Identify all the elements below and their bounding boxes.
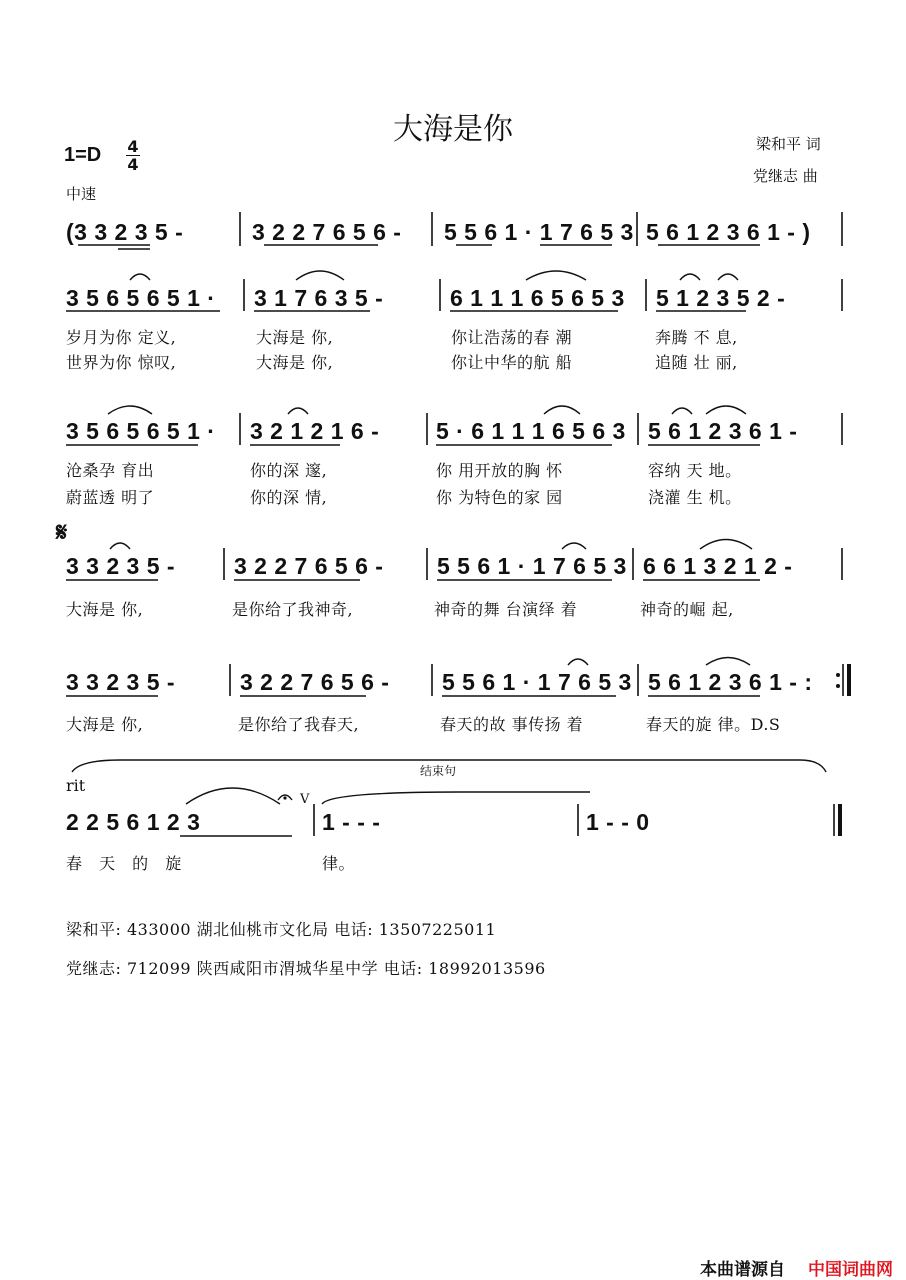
row3-lyric2-m1: 蔚蓝透 明了 bbox=[66, 488, 155, 507]
row3-measure1: 3 5 6 5 6 5 1 · bbox=[66, 418, 216, 444]
row3-measure2: 3 2 1 2 1 6 - bbox=[250, 418, 380, 444]
key-signature: 1=D bbox=[64, 144, 102, 166]
row5-measure4: 5 6 1 2 3 6 1 - : bbox=[648, 669, 813, 695]
breath-mark: V bbox=[300, 792, 310, 807]
row5-measure3: 5 5 6 1 · 1 7 6 5 3 bbox=[442, 669, 632, 695]
composer-credit: 党继志 曲 bbox=[753, 167, 818, 185]
fermata-dot bbox=[283, 796, 286, 799]
row6-lyric-m1: 春 天 的 旋 bbox=[66, 854, 188, 873]
row2-measure4: 5 1 2 3 5 2 - bbox=[656, 285, 786, 311]
row3-lyric2-m2: 你的深 情, bbox=[250, 488, 328, 507]
row4-lyric-m2: 是你给了我神奇, bbox=[232, 600, 354, 619]
slur bbox=[706, 658, 750, 666]
slur bbox=[562, 543, 586, 549]
closing-bracket bbox=[72, 760, 826, 772]
slur bbox=[544, 406, 580, 414]
row3-measure3: 5 · 6 1 1 1 6 5 6 3 bbox=[436, 418, 626, 444]
row5-lyric-m1: 大海是 你, bbox=[66, 715, 144, 734]
row4-measure3: 5 5 6 1 · 1 7 6 5 3 bbox=[437, 553, 627, 579]
row2-lyric1-m3: 你让浩荡的春 潮 bbox=[451, 328, 573, 347]
row4-measure2: 3 2 2 7 6 5 6 - bbox=[234, 553, 384, 579]
row4-measure4: 6 6 1 3 2 1 2 - bbox=[643, 553, 793, 579]
repeat-dot bbox=[836, 673, 840, 677]
source-label: 本曲谱源自 bbox=[700, 1260, 785, 1280]
closing-phrase-label: 结束句 bbox=[420, 764, 457, 778]
song-title: 大海是你 bbox=[393, 112, 513, 147]
row2-lyric1-m4: 奔腾 不 息, bbox=[655, 328, 738, 347]
slur bbox=[108, 406, 152, 414]
row4-lyric-m3: 神奇的舞 台演绎 着 bbox=[434, 600, 578, 619]
row2-measure3: 6 1 1 1 6 5 6 5 3 bbox=[450, 285, 625, 311]
tie bbox=[322, 792, 590, 804]
slur bbox=[680, 274, 700, 280]
row4-measure1: 3 3 2 3 5 - bbox=[66, 553, 176, 579]
row3-lyric2-m3: 你 为特色的家 园 bbox=[436, 488, 563, 507]
slur bbox=[706, 406, 746, 414]
row1-measure2: 3 2 2 7 6 5 6 - bbox=[252, 219, 402, 245]
row6-lyric-m2: 律。 bbox=[322, 854, 356, 873]
row5-measure2: 3 2 2 7 6 5 6 - bbox=[240, 669, 390, 695]
row2-lyric2-m2: 大海是 你, bbox=[256, 353, 334, 372]
row6-measure1: 2 2 5 6 1 2 3 bbox=[66, 809, 201, 835]
row3-measure4: 5 6 1 2 3 6 1 - bbox=[648, 418, 798, 444]
slur bbox=[700, 540, 752, 550]
row2-lyric1-m1: 岁月为你 定义, bbox=[66, 328, 177, 347]
ritardando-marking: rit bbox=[66, 776, 86, 795]
slur bbox=[186, 788, 280, 804]
row2-measure1: 3 5 6 5 6 5 1 · bbox=[66, 285, 216, 311]
row1-measure1: (3 3 2 3 5 - bbox=[66, 219, 184, 245]
row2-lyric1-m2: 大海是 你, bbox=[256, 328, 334, 347]
time-signature-bottom: 4 bbox=[127, 155, 139, 174]
row3-lyric1-m4: 容纳 天 地。 bbox=[648, 461, 742, 480]
row2-measure2: 3 1 7 6 3 5 - bbox=[254, 285, 384, 311]
row2-lyric2-m1: 世界为你 惊叹, bbox=[66, 353, 177, 372]
slur bbox=[288, 408, 308, 414]
row3-lyric1-m1: 沧桑孕 育出 bbox=[66, 461, 155, 480]
row1-measure4: 5 6 1 2 3 6 1 - ) bbox=[646, 219, 811, 245]
lyricist-credit: 梁和平 词 bbox=[756, 135, 821, 153]
row6-measure2: 1 - - - bbox=[322, 809, 381, 835]
tempo-marking: 中速 bbox=[66, 185, 97, 203]
source-site-link[interactable]: 中国词曲网 bbox=[808, 1260, 893, 1280]
slur bbox=[130, 274, 150, 280]
repeat-dot bbox=[836, 684, 840, 688]
row5-lyric-m3: 春天的故 事传扬 着 bbox=[440, 715, 584, 734]
row3-lyric1-m3: 你 用开放的胸 怀 bbox=[436, 461, 563, 480]
slur bbox=[672, 408, 692, 414]
row2-lyric2-m3: 你让中华的航 船 bbox=[451, 353, 573, 372]
time-signature-top: 4 bbox=[127, 137, 139, 156]
lyricist-contact: 梁和平: 433000 湖北仙桃市文化局 电话: 13507225011 bbox=[66, 920, 497, 939]
row5-lyric-m4: 春天的旋 律。D.S bbox=[646, 715, 781, 734]
composer-contact: 党继志: 712099 陕西咸阳市渭城华星中学 电话: 18992013596 bbox=[66, 959, 546, 978]
row4-lyric-m4: 神奇的崛 起, bbox=[640, 600, 734, 619]
row5-measure1: 3 3 2 3 5 - bbox=[66, 669, 176, 695]
slur bbox=[110, 543, 130, 549]
slur bbox=[296, 271, 344, 280]
slur bbox=[526, 271, 586, 280]
row3-lyric1-m2: 你的深 邃, bbox=[250, 461, 328, 480]
row4-lyric-m1: 大海是 你, bbox=[66, 600, 144, 619]
row2-lyric2-m4: 追随 壮 丽, bbox=[655, 353, 738, 372]
row3-lyric2-m4: 浇灌 生 机。 bbox=[648, 488, 742, 507]
slur bbox=[718, 274, 738, 280]
row5-lyric-m2: 是你给了我春天, bbox=[238, 715, 360, 734]
slur bbox=[568, 659, 588, 665]
row6-measure3: 1 - - 0 bbox=[586, 809, 650, 835]
segno-sign: 𝄋 bbox=[56, 518, 68, 548]
row1-measure3: 5 5 6 1 · 1 7 6 5 3 bbox=[444, 219, 634, 245]
